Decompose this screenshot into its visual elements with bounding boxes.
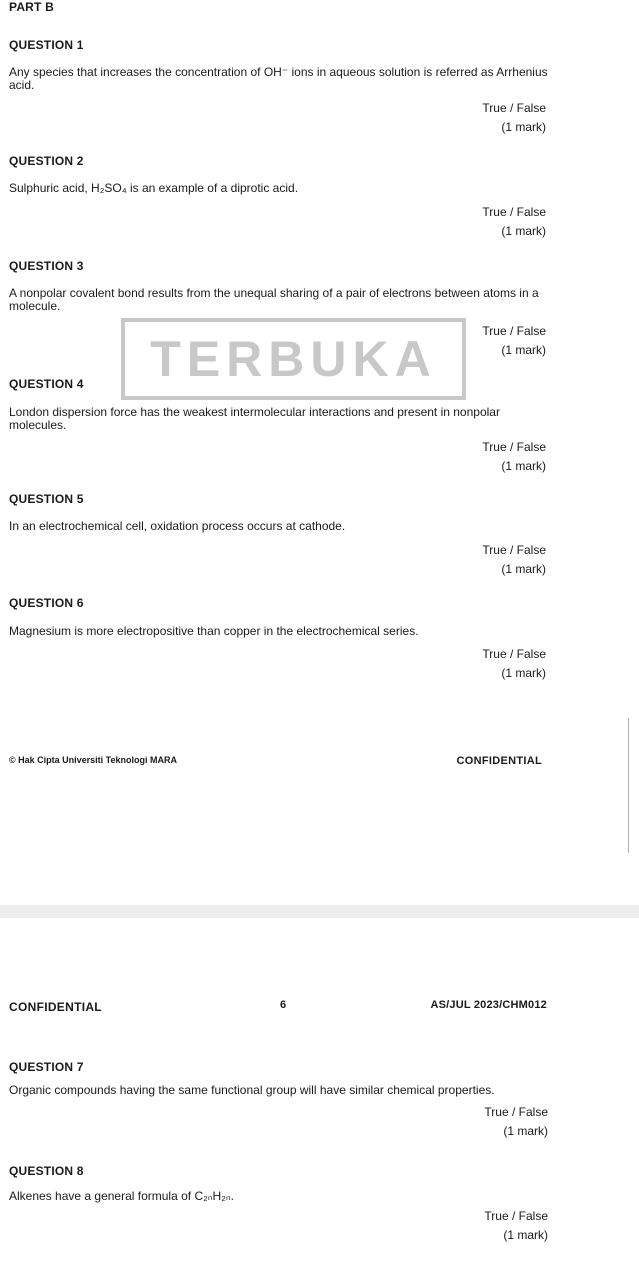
copyright-footer: © Hak Cipta Universiti Teknologi MARA	[9, 755, 177, 765]
stamp-label: TERBUKA	[150, 331, 437, 387]
question-7-answer-options[interactable]: True / False	[484, 1105, 548, 1119]
confidential-footer: CONFIDENTIAL	[456, 755, 542, 767]
terbuka-stamp	[121, 318, 466, 400]
question-5-text: In an electrochemical cell, oxidation process occurs at cathode.	[9, 519, 346, 533]
question-6-text: Magnesium is more electropositive than copper in the electrochemical series.	[9, 624, 419, 638]
question-2-answer-options[interactable]: True / False	[482, 205, 546, 219]
question-1-text: Any species that increases the concentration of OH⁻ ions in aqueous solution is referred as Arrhenius acid.	[9, 65, 548, 92]
question-8-text: Alkenes have a general formula of C₂ₙH₂ₙ.	[9, 1189, 234, 1203]
question-1-heading: QUESTION 1	[9, 38, 84, 52]
page-edge-line	[628, 718, 629, 853]
question-4-answer-options[interactable]: True / False	[482, 440, 546, 454]
page-number: 6	[280, 999, 287, 1011]
question-5-heading: QUESTION 5	[9, 492, 84, 506]
exam-code-header: AS/JUL 2023/CHM012	[430, 999, 547, 1011]
page-separator	[0, 905, 639, 918]
question-2-text: Sulphuric acid, H₂SO₄ is an example of a diprotic acid.	[9, 181, 299, 195]
question-8-heading: QUESTION 8	[9, 1164, 84, 1178]
question-5-answer-options[interactable]: True / False	[482, 543, 546, 557]
question-6-answer-options[interactable]: True / False	[482, 647, 546, 661]
question-1-marks: (1 mark)	[501, 120, 546, 134]
question-5-marks: (1 mark)	[501, 562, 546, 576]
question-8-marks: (1 mark)	[503, 1228, 548, 1242]
question-3-text: A nonpolar covalent bond results from the unequal sharing of a pair of electrons between atoms in a molecule.	[9, 286, 539, 313]
question-7-heading: QUESTION 7	[9, 1060, 84, 1074]
question-4-heading: QUESTION 4	[9, 377, 84, 391]
question-8-answer-options[interactable]: True / False	[484, 1209, 548, 1223]
question-3-answer-options[interactable]: True / False	[482, 324, 546, 338]
question-7-text: Organic compounds having the same functional group will have similar chemical properties.	[9, 1083, 495, 1097]
question-6-heading: QUESTION 6	[9, 596, 84, 610]
question-2-marks: (1 mark)	[501, 224, 546, 238]
document-page-2	[0, 918, 639, 1277]
part-title: PART B	[9, 0, 54, 14]
question-3-heading: QUESTION 3	[9, 259, 84, 273]
question-2-heading: QUESTION 2	[9, 154, 84, 168]
question-4-text: London dispersion force has the weakest intermolecular interactions and present in nonpolar molecules.	[9, 405, 500, 432]
question-3-marks: (1 mark)	[501, 343, 546, 357]
question-6-marks: (1 mark)	[501, 666, 546, 680]
question-4-marks: (1 mark)	[501, 459, 546, 473]
question-7-marks: (1 mark)	[503, 1124, 548, 1138]
question-1-answer-options[interactable]: True / False	[482, 101, 546, 115]
confidential-header: CONFIDENTIAL	[9, 1000, 102, 1014]
